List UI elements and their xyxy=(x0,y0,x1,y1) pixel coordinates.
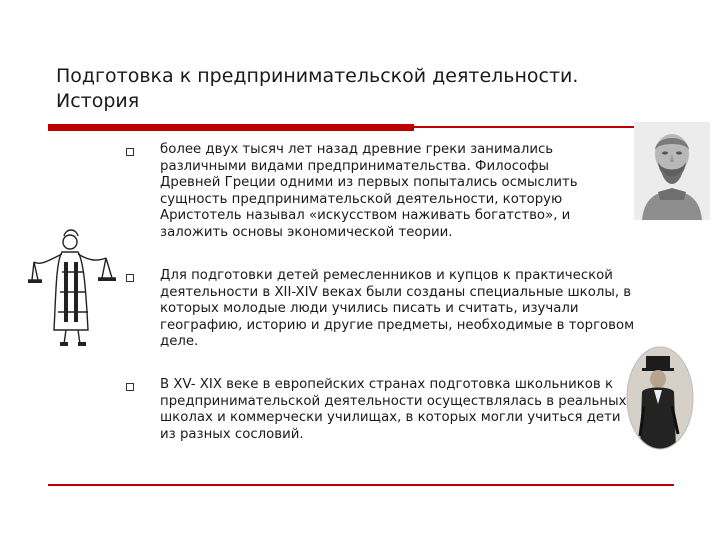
merchant-sketch-image xyxy=(26,222,120,350)
title-divider-thick xyxy=(48,124,414,131)
gentleman-portrait-image xyxy=(626,346,694,450)
slide-title xyxy=(56,64,656,114)
bullet-square-icon xyxy=(126,383,134,391)
title-divider xyxy=(48,124,708,132)
bullet-text-2: Для подготовки детей ремесленников и купцов к практической деятельности в XII-XIV веках были созданы специальные школы, в которых молодые люди учились писать и считать, изучали географию, историю и другие предметы, необходимые в торговом деле. xyxy=(160,268,635,350)
bullet-text-3: В XV- XIX веке в европейских странах подготовка школьников к предпринимательской деятельности осуществлялась в реальных школах и коммерчески училищах, в которых могли учиться дети из разных сословий. xyxy=(160,377,627,442)
slide-title-line-2: История xyxy=(56,90,140,112)
bullet-square-icon xyxy=(126,148,134,156)
bullet-text-1: более двух тысяч лет назад древние греки занимались различными видами предпринимательства. Философы Древней Греции одними из первых попытались осмыслить сущность предпринимательской деятельности, которую Аристотель называл «искусством наживать богатство», и заложить основы экономической теории. xyxy=(160,142,578,240)
slide-title-line-1: Подготовка к предпринимательской деятельности. xyxy=(56,65,579,87)
bullet-square-icon xyxy=(126,274,134,282)
footer-divider xyxy=(48,484,674,486)
aristotle-bust-image xyxy=(634,122,710,220)
